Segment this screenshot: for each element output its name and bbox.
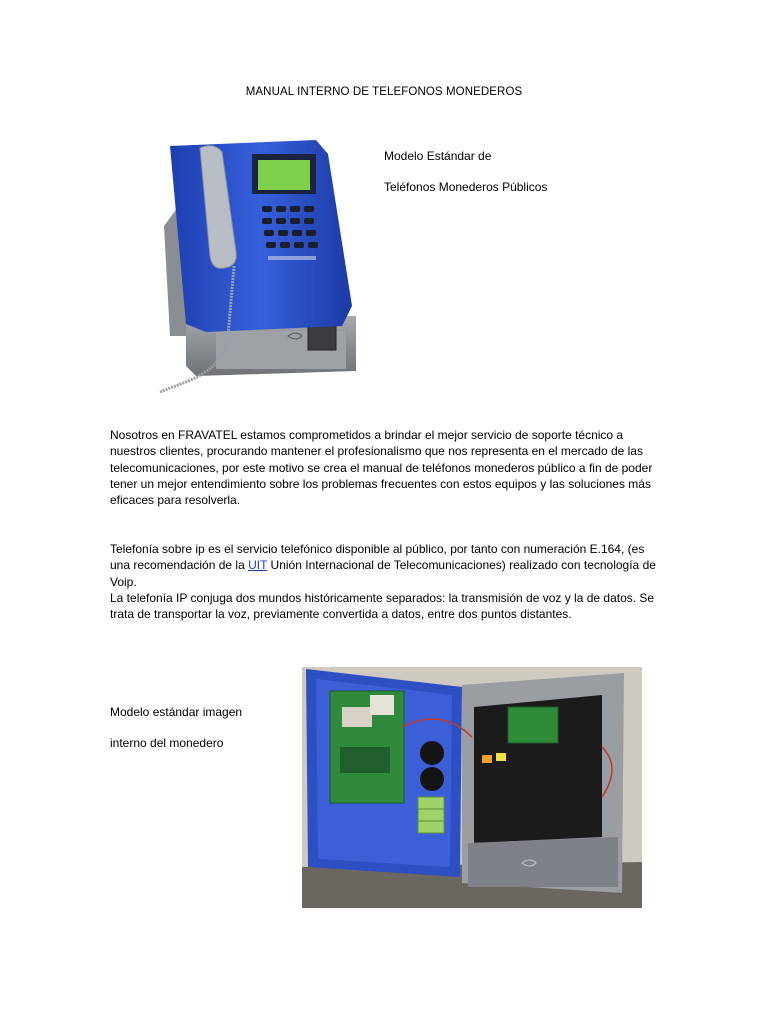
paragraph2-text-before-link: Telefonía sobre ip es el servicio telefónico disponible al público, por tanto con numeración E.164, (es una recomendación de la [110,542,645,573]
payphone-interior-photo [302,667,642,908]
interior-caption-line1: Modelo estándar imagen [110,705,243,719]
intro-paragraph [110,427,665,508]
paragraph-telefonia-ip-conjuga: La telefonía IP conjuga dos mundos históricamente separados: la transmisión de voz y la de datos. Se trata de transportar la voz, previamente convertida a datos, entre dos puntos distantes. [110,590,655,622]
paragraph-telefonia-ip [110,541,665,590]
phone-caption-line1: Modelo Estándar de [384,149,492,163]
voip-paragraph [110,541,665,622]
payphone-photo [156,136,362,396]
uit-link[interactable]: UIT [248,558,268,573]
phone-caption-line2: Teléfonos Monederos Públicos [384,180,548,194]
document-title: MANUAL INTERNO DE TELEFONOS MONEDEROS [245,86,523,98]
paragraph-fravatel: Nosotros en FRAVATEL estamos comprometidos a brindar el mejor servicio de soporte técnico a nuestros clientes, procurando mantener el profesionalismo que nos representa en el mercado de las telecomunicaciones, por este motivo se crea el manual de teléfonos monederos público a fin de poder tener un mejor entendimiento sobre los problemas frecuentes con estos equipos y las soluciones más eficaces para resolverla. [110,428,653,508]
paragraph2-text-after-link: Unión Internacional de Telecomunicaciones) realizado con tecnología de Voip. [110,558,656,589]
interior-caption-line2: interno del monedero [110,736,224,750]
